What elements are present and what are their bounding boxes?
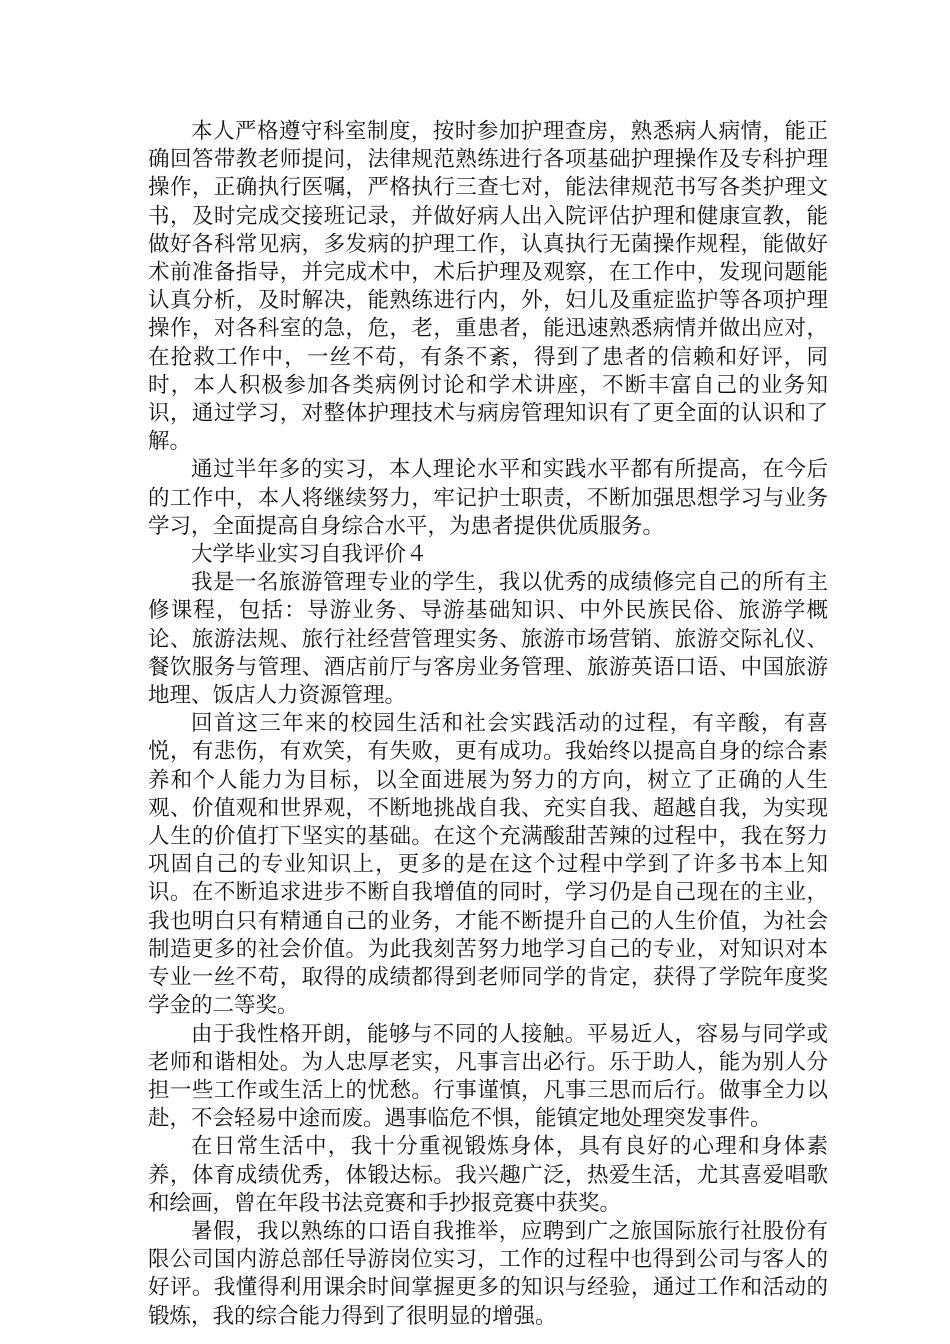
paragraph-campus-life: 回首这三年来的校园生活和社会实践活动的过程，有辛酸，有喜悦，有悲伤，有欢笑，有失败，更有成功。我始终以提高自身的综合素养和个人能力为目标，以全面进展为努力的方向，树立了正确的人生观、价值观和世界观，不断地挑战自我、充实自我、超越自我，为实现人生的价值打下坚实的基础。在这个充满酸甜苦辣的过程中，我在努力巩固自己的专业知识上，更多的是在这个过程中学到了许多书本上知识。在不断追求进步不断自我增值的同时，学习仍是自己现在的主业，我也明白只有精通自己的业务，才能不断提升自己的人生价值，为社会制造更多的社会价值。为此我刻苦努力地学习自己的专业，对知识对本专业一丝不苟，取得的成绩都得到老师同学的肯定，获得了学院年度奖学金的二等奖。: [148, 711, 828, 1019]
paragraph-nursing-summary: 通过半年多的实习，本人理论水平和实践水平都有所提高，在今后的工作中，本人将继续努力，牢记护士职责，不断加强思想学习与业务学习，全面提高自身综合水平，为患者提供优质服务。: [148, 457, 828, 539]
paragraph-courses: 我是一名旅游管理专业的学生，我以优秀的成绩修完自己的所有主修课程，包括：导游业务、导游基础知识、中外民族民俗、旅游学概论、旅游法规、旅行社经营管理实务、旅游市场营销、旅游交际礼仪、餐饮服务与管理、酒店前厅与客房业务管理、旅游英语口语、中国旅游地理、饭店人力资源管理。: [148, 570, 828, 709]
paragraph-nursing-duties: 本人严格遵守科室制度，按时参加护理查房，熟悉病人病情，能正确回答带教老师提问，法律规范熟练进行各项基础护理操作及专科护理操作，正确执行医嘱，严格执行三查七对，能法律规范书写各类护理文书，及时完成交接班记录，并做好病人出入院评估护理和健康宣教，能做好各科常见病，多发病的护理工作，认真执行无菌操作规程，能做好术前准备指导，并完成术中，术后护理及观察，在工作中，发现问题能认真分析，及时解决，能熟练进行内，外，妇儿及重症监护等各项护理操作，对各科室的急，危，老，重患者，能迅速熟悉病情并做出应对，在抢救工作中，一丝不苟，有条不紊，得到了患者的信赖和好评，同时，本人积极参加各类病例讨论和学术讲座，不断丰富自己的业务知识，通过学习，对整体护理技术与病房管理知识有了更全面的认识和了解。: [148, 119, 828, 455]
document-body: [148, 118, 828, 1331]
section-heading: 大学毕业实习自我评价４: [191, 542, 428, 568]
paragraph-internship: 暑假，我以熟练的口语自我推举，应聘到广之旅国际旅行社股份有限公司国内游总部任导游岗位实习，工作的过程中也得到公司与客人的好评。我懂得利用课余时间掌握更多的知识与经验，通过工作和活动的锻炼，我的综合能力得到了很明显的增强。: [148, 1218, 828, 1329]
paragraph-daily-life: 在日常生活中，我十分重视锻炼身体，具有良好的心理和身体素养，体育成绩优秀，体锻达标。我兴趣广泛，热爱生活，尤其喜爱唱歌和绘画，曾在年段书法竞赛和手抄报竞赛中获奖。: [148, 1134, 828, 1216]
paragraph-personality: 由于我性格开朗，能够与不同的人接触。平易近人，容易与同学或老师和谐相处。为人忠厚老实，凡事言出必行。乐于助人，能为别人分担一些工作或生活上的忧愁。行事谨慎，凡事三思而后行。做事全力以赴，不会轻易中途而废。遇事临危不惧，能镇定地处理突发事件。: [148, 1021, 828, 1132]
